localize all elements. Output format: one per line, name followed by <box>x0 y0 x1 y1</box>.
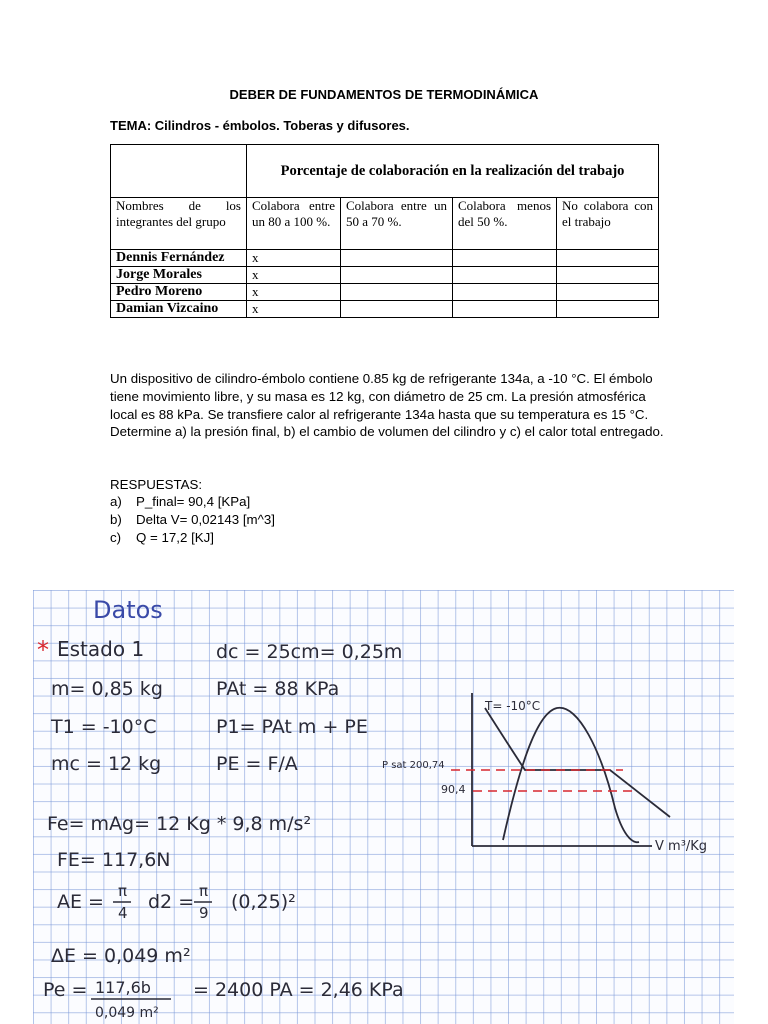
temperature-line: T1 = -10°C <box>51 716 157 738</box>
temperature-isotherm-label: T= -10°C <box>485 699 541 713</box>
collaboration-table <box>110 144 659 318</box>
mark-cell <box>453 301 557 318</box>
table-row <box>111 301 659 318</box>
mark-cell <box>453 250 557 267</box>
force-equation: Fe= mAg= 12 Kg * 9,8 m/s² <box>47 813 312 835</box>
member-name: Pedro Moreno <box>111 284 247 301</box>
notes-title: Datos <box>93 596 163 624</box>
answer-label: a) <box>110 494 122 509</box>
column-header-80-100: Colabora entre un 80 a 100 %. <box>247 198 341 250</box>
member-name: Dennis Fernández <box>111 250 247 267</box>
area-eq-right: (0,25)² <box>231 891 296 913</box>
answer-label: c) <box>110 530 122 545</box>
table-row <box>111 250 659 267</box>
answer-c <box>110 530 214 545</box>
state-label: Estado 1 <box>57 637 145 661</box>
psat-label: P sat 200,74 <box>382 760 445 771</box>
area-frac2-num: π <box>199 882 209 900</box>
p2-label: 90,4 <box>441 783 466 796</box>
column-header-50-70: Colabora entre un 50 a 70 %. <box>341 198 453 250</box>
area-frac1-num: π <box>118 882 128 900</box>
answer-a <box>110 494 250 509</box>
area-frac2-den: 9 <box>199 904 209 922</box>
table-column-header-row <box>111 198 659 250</box>
pe-denominator: 0,049 m² <box>95 1005 159 1021</box>
answer-text: Q = 17,2 [KJ] <box>136 530 214 545</box>
table-header-row <box>111 145 659 198</box>
member-name: Damian Vizcaino <box>111 301 247 318</box>
document-title: DEBER DE FUNDAMENTOS DE TERMODINÁMICA <box>229 87 539 102</box>
answer-text: Delta V= 0,02143 [m^3] <box>136 512 275 527</box>
column-header-less-50: Colabora menos del 50 %. <box>453 198 557 250</box>
mark-cell <box>341 284 453 301</box>
mark-cell <box>557 284 659 301</box>
column-header-names: Nombres de los integrantes del grupo <box>111 198 247 250</box>
mass-line: m= 0,85 kg <box>51 678 163 700</box>
piston-mass-line: mc = 12 kg <box>51 753 162 775</box>
table-row <box>111 284 659 301</box>
p1-line: P1= PAt m + PE <box>216 716 368 738</box>
table-row <box>111 267 659 284</box>
answer-label: b) <box>110 512 122 527</box>
pe-numerator: 117,6b <box>95 978 151 997</box>
area-value: ΔE = 0,049 m² <box>51 945 191 967</box>
problem-text: Un dispositivo de cilindro-émbolo contiene 0.85 kg de refrigerante 134a, a -10 °C. El émbolo tiene movimiento libre, y su masa es 12 kg, con diámetro de 25 cm. La presión atmosférica local es 88 kPa. Se transfiere calor al refrigerante 134a hasta que su temperatura es 15 °C. Determine a) la presión final, b) el cambio de volumen del cilindro y c) el calor total entregado. <box>110 371 664 440</box>
document-topic: TEMA: Cilindros - émbolos. Toberas y difusores. <box>110 118 410 133</box>
mark-cell <box>557 250 659 267</box>
mark-cell <box>557 267 659 284</box>
area-eq-left: AE = <box>57 891 104 913</box>
mark-cell <box>341 267 453 284</box>
patm-line: PAt = 88 KPa <box>216 678 340 700</box>
mark-cell <box>557 301 659 318</box>
handwritten-notes-photo <box>33 590 734 1024</box>
handwritten-notes-drawing <box>33 590 734 1024</box>
area-eq-mid: d2 = <box>148 891 195 913</box>
mark-cell <box>341 301 453 318</box>
pe-eq-left: Pe = <box>43 979 88 1001</box>
mark-cell: x <box>247 301 341 318</box>
force-value: FE= 117,6N <box>57 849 171 871</box>
pe-line: PE = F/A <box>216 753 298 775</box>
volume-axis-label: V m³/Kg <box>655 839 708 854</box>
area-frac1-den: 4 <box>118 904 128 922</box>
mark-cell: x <box>247 267 341 284</box>
mark-cell <box>453 267 557 284</box>
member-name: Jorge Morales <box>111 267 247 284</box>
mark-cell <box>341 250 453 267</box>
answer-text: P_final= 90,4 [KPa] <box>136 494 251 509</box>
column-header-no-colabora: No colabora con el trabajo <box>557 198 659 250</box>
mark-cell: x <box>247 250 341 267</box>
pe-eq-right: = 2400 PA = 2,46 KPa <box>193 979 404 1001</box>
table-main-header: Porcentaje de colaboración en la realización del trabajo <box>247 145 659 198</box>
saturation-dome <box>503 708 639 842</box>
mark-cell: x <box>247 284 341 301</box>
diameter-line: dc = 25cm= 0,25m <box>216 641 403 663</box>
answers-heading: RESPUESTAS: <box>110 477 203 492</box>
problem-statement <box>110 370 670 441</box>
red-asterisk-icon: * <box>37 636 49 664</box>
answer-b <box>110 512 275 527</box>
mark-cell <box>453 284 557 301</box>
table-corner-cell <box>111 145 247 198</box>
